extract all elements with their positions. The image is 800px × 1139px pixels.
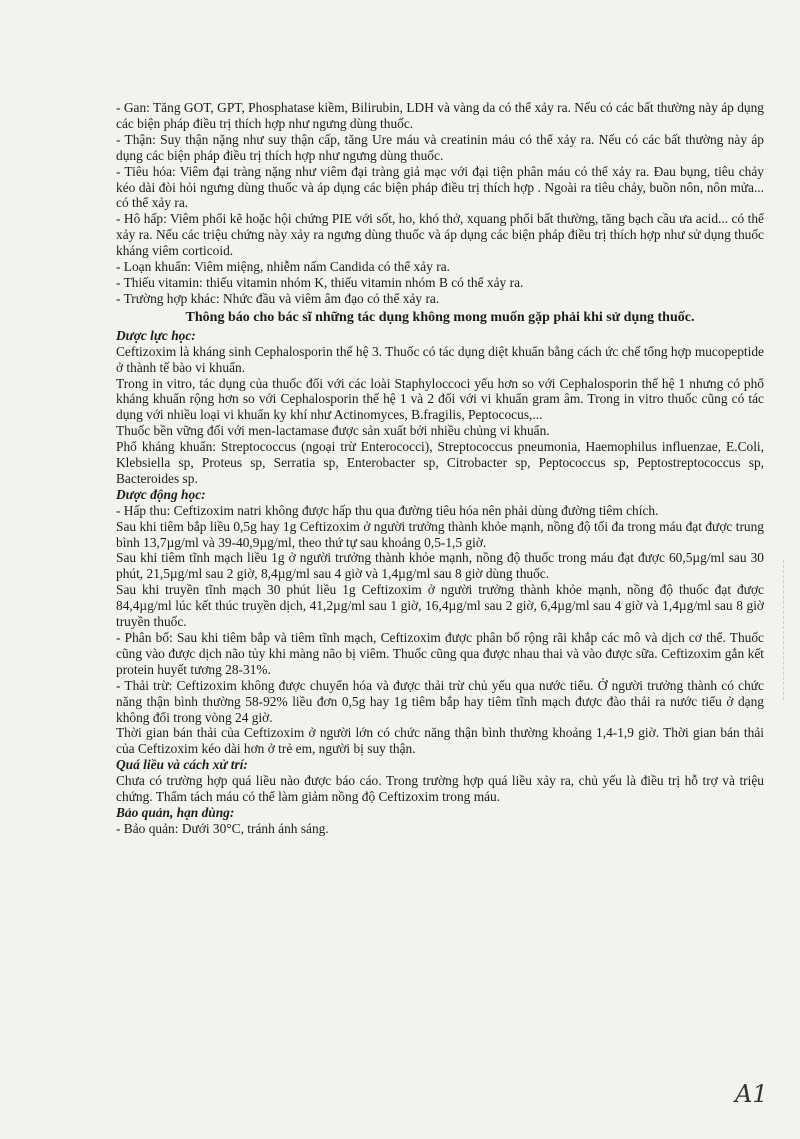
adverse-dysbiosis: - Loạn khuẩn: Viêm miệng, nhiễm nấm Candida có thể xảy ra. [116,259,450,275]
adverse-liver: - Gan: Tăng GOT, GPT, Phosphatase kiềm, Bilirubin, LDH và vàng da có thể xảy ra. Nếu có các bất thường này áp dụng các biện pháp điều trị thích hợp như ngưng dùng thuốc. [116,100,764,131]
pd-paragraph: Trong in vitro, tác dụng của thuốc đối với các loài Staphyloccoci yếu hơn so với Cephalosporin thế hệ 1 nhưng có phổ kháng khuẩn rộng hơn so với Cephalosporin thế hệ 1 và 2 đối với vi khuẩn gram âm. Trong in vitro thuốc cũng có tác dụng với nhiều loại vi khuẩn ky khí như Actinomyces, B.fragilis, Peptococus,... [116,375,764,423]
pk-paragraph: - Hấp thu: Ceftizoxim natri không được hấp thu qua đường tiêu hóa nên phải dùng đường tiêm chích. [116,502,659,518]
pk-paragraph: - Thải trừ: Ceftizoxim không được chuyển hóa và được thải trừ chủ yếu qua nước tiểu. Ở người trưởng thành có chức năng thận bình thường 58-92% liều đơn 0,5g hay 1g tiêm bắp hay tiêm tĩnh mạch được đào thải ra nước tiểu ở dạng không đổi trong vòng 24 giờ. [116,677,764,725]
handwritten-initials: A1 [735,1080,768,1108]
pk-paragraph: Thời gian bán thải của Ceftizoxim ở người lớn có chức năng thận bình thường khoảng 1,4-1,9 giờ. Thời gian bán thải của Ceftizoxim kéo dài hơn ở trẻ em, người bị suy thận. [116,725,764,757]
document-body [116,100,764,837]
pharmacokinetics-heading: Dược động học: [116,486,206,502]
adverse-other: - Trường hợp khác: Nhức đầu và viêm âm đạo có thể xảy ra. [116,290,440,306]
adverse-digestive: - Tiêu hóa: Viêm đại tràng nặng như viêm đại tràng giả mạc với đại tiện phân máu có thể xảy ra. Đau bụng, tiêu chảy kéo dài đòi hỏi ngưng dùng thuốc và áp dụng các biện pháp điều trị thích hợp . Ngoài ra tiêu chảy, buồn nôn, nôn mửa... có thể xảy ra. [116,163,764,211]
overdose-paragraph: Chưa có trường hợp quá liều nào được báo cáo. Trong trường hợp quá liều xảy ra, chủ yếu là điều trị hỗ trợ và triệu chứng. Thẩm tách máu có thể làm giảm nồng độ Ceftizoxim trong máu. [116,773,764,805]
pharmacodynamics-heading: Dược lực học: [116,327,196,343]
pk-paragraph: - Phân bố: Sau khi tiêm bắp và tiêm tĩnh mạch, Ceftizoxim được phân bố rộng rãi khắp các mô và dịch cơ thể. Thuốc cũng vào được dịch não tủy khi màng não bị viêm. Thuốc cũng qua được nhau thai và vào được sữa. Ceftizoxim gắn kết protein huyết tương 28-31%. [116,630,764,677]
overdose-heading: Quá liều và cách xử trí: [116,757,248,773]
pd-paragraph: Thuốc bền vững đối với men-lactamase được sản xuất bởi nhiều chủng vi khuẩn. [116,423,550,439]
storage-heading: Bảo quản, hạn dùng: [116,804,235,820]
scan-edge-mark [783,560,798,700]
pd-paragraph: Ceftizoxim là kháng sinh Cephalosporin thế hệ 3. Thuốc có tác dụng diệt khuẩn bằng cách ức chế tổng hợp mucopeptide ở thành tế bào vi khuẩn. [116,343,764,375]
pk-paragraph: Sau khi tiêm tĩnh mạch liều 1g ở người trưởng thành khỏe mạnh, nồng độ thuốc trong máu đạt được 60,5µg/ml sau 30 phút, 21,5µg/ml sau 2 giờ, 8,4µg/ml sau 4 giờ và 1,4µg/ml sau 8 giờ dùng thuốc. [116,550,764,582]
pk-paragraph: Sau khi truyền tĩnh mạch 30 phút liều 1g Ceftizoxim ở người trưởng thành khỏe mạnh, nồng độ thuốc đạt được 84,4µg/ml lúc kết thúc truyền dịch, 41,2µg/ml sau 1 giờ, 16,4µg/ml sau 2 giờ, 6,4µg/ml sau 4 giờ và 1,4µg/ml sau 8 giờ truyền thuốc. [116,582,764,630]
pk-paragraph: Sau khi tiêm bắp liều 0,5g hay 1g Ceftizoxim ở người trưởng thành khỏe mạnh, nồng độ tối đa trong máu đạt được trung bình 13,7µg/ml và 39-40,9µg/ml, theo thứ tự sau khoảng 0,5-1,5 giờ. [116,518,764,550]
adverse-vitamin: - Thiếu vitamin: thiếu vitamin nhóm K, thiếu vitamin nhóm B có thể xảy ra. [116,274,524,290]
notice-heading: Thông báo cho bác sĩ những tác dụng không mong muốn gặp phải khi sử dụng thuốc. [185,309,695,325]
storage-paragraph: - Bảo quản: Dưới 30°C, tránh ánh sáng. [116,820,329,836]
pd-paragraph: Phổ kháng khuẩn: Streptococcus (ngoại trừ Enterococci), Streptococcus pneumonia, Haemophilus influenzae, E.Coli, Klebsiella sp, Proteus sp, Serratia sp, Enterobacter sp, Citrobacter sp, Peptococcus sp, Peptostreptococcus sp, Bacteroides sp. [116,439,764,486]
adverse-kidney: - Thận: Suy thận nặng như suy thận cấp, tăng Ure máu và creatinin máu có thể xảy ra. Nếu có các bất thường này áp dụng các biện pháp điều trị thích hợp như ngưng dùng thuốc. [116,131,764,163]
adverse-respiratory: - Hô hấp: Viêm phổi kẽ hoặc hội chứng PIE với sốt, ho, khó thở, xquang phổi bất thường, tăng bạch cầu ưa acid... có thể xảy ra. Nếu các triệu chứng này xảy ra ngưng dùng thuốc và áp dụng các biện pháp điều trị thích hợp như sử dụng thuốc kháng viêm corticoid. [116,211,764,259]
